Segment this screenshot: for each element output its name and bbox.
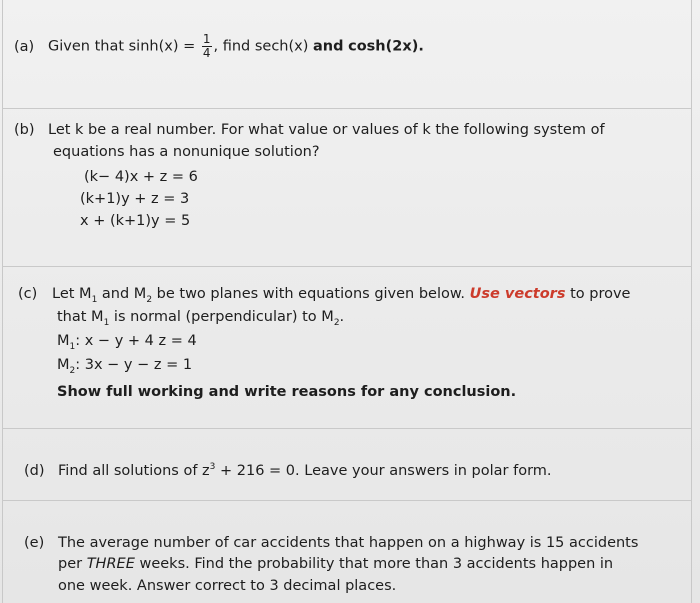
question-e-line2: per THREE weeks. Find the probability that more than 3 accidents happen in <box>58 556 614 572</box>
divider <box>2 500 692 501</box>
divider <box>2 108 692 109</box>
question-e: (e) The average number of car accidents that happen on a highway is 15 accidents <box>24 532 638 554</box>
question-b: (b) Let k be a real number. For what value or values of k the following system of <box>14 119 605 141</box>
question-c-line2: that $M_1$ is normal (perpendicular) to $M_2$. <box>57 309 345 328</box>
equation-m2: $M_2$: 3x − y − z = 1 <box>57 357 193 376</box>
divider <box>2 266 692 267</box>
question-d: (d) Find all solutions of $z^3 + 216 = 0$. Leave your answers in polar form. <box>24 456 552 482</box>
question-e-label: (e) <box>24 535 45 551</box>
instruction-bold: Show full working and write reasons for any conclusion. <box>57 384 517 400</box>
question-d-label: (d) <box>24 462 45 479</box>
question-c: (c) Let $M_1$ and $M_2$ be two planes with equations given below. Use vectors to prove <box>18 283 630 311</box>
equation-b2: (k+1)y + z = 3 <box>80 191 190 207</box>
fraction-one-quarter: $\frac{1}{4}$ <box>202 32 211 60</box>
equation-m1: $M_1$: x − y + 4 z = 4 <box>57 333 197 352</box>
question-c-label: (c) <box>18 286 38 302</box>
equation-b3: x + (k+1)y = 5 <box>80 213 191 229</box>
question-a: (a) Given that sinh(x) = $\frac{1}{4}$ , find sech(x) and cosh(2x). <box>14 32 424 60</box>
question-b-label: (b) <box>14 122 35 138</box>
question-e-line3: one week. Answer correct to 3 decimal places. <box>58 578 397 594</box>
question-b-line2: equations has a nonunique solution? <box>53 144 320 160</box>
emphasis-use-vectors: Use vectors <box>469 286 566 302</box>
divider <box>2 428 692 429</box>
equation-b1: (k− 4)x + z = 6 <box>84 169 198 185</box>
question-a-label: (a) <box>14 38 35 55</box>
